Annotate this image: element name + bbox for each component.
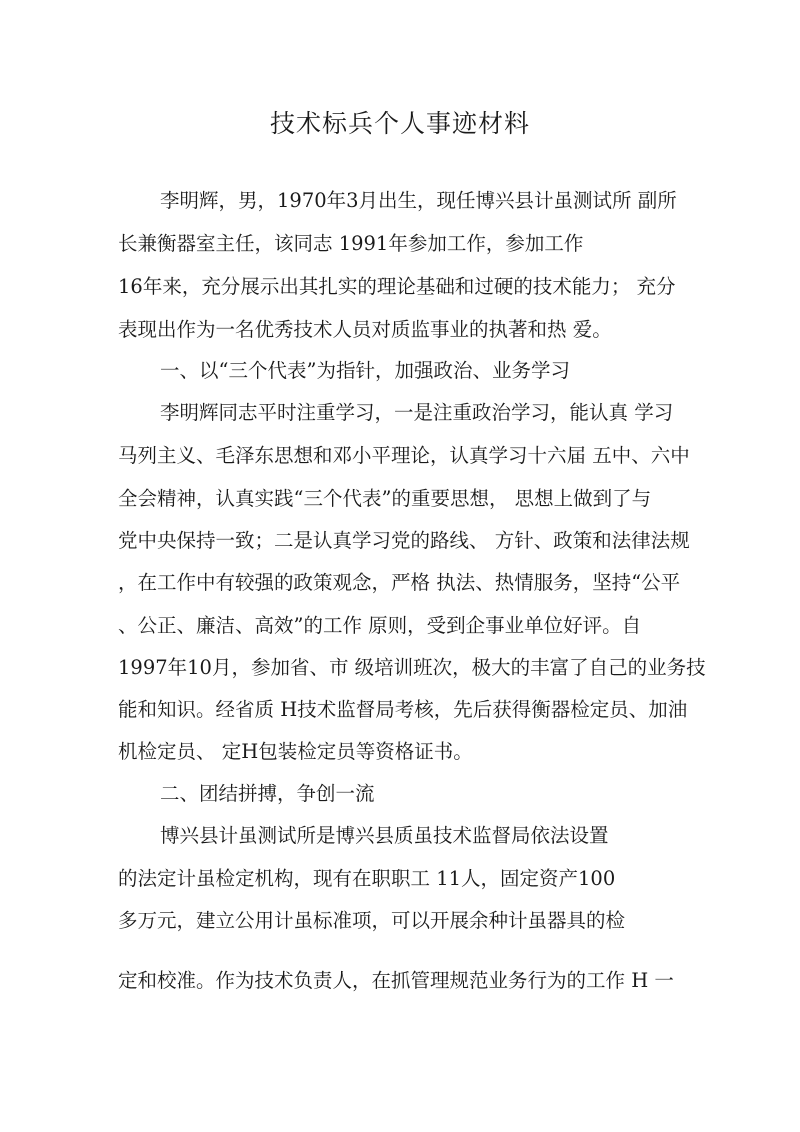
paragraph-line: 长兼衡器室主任，该同志 1991年参加工作，参加工作 [118, 232, 584, 255]
paragraph-line: 马列主义、毛泽东思想和邓小平理论，认真学习十六届 五中、六中 [118, 444, 690, 467]
paragraph-line: 党中央保持一致；二是认真学习党的路线、 方针、政策和法律法规 [118, 529, 690, 552]
section-heading: 二、团结拼搏，争创一流 [160, 782, 375, 805]
paragraph-line: 博兴县计虽测试所是博兴县质虽技术监督局依法设置 [160, 824, 609, 847]
paragraph-line: 机检定员、 定H包装检定员等资格证书。 [118, 740, 473, 763]
paragraph-line: 1997年10月，参加省、市 级培训班次，极大的丰富了自己的业务技 [118, 656, 706, 679]
paragraph-line: 多万元，建立公用计虽标准项，可以开展余种计虽器具的检 [118, 909, 626, 932]
paragraph-line: 、公正、廉洁、高效”的工作 原则，受到企事业单位好评。自 [118, 614, 642, 637]
document-title: 技术标兵个人事迹材料 [269, 109, 530, 138]
paragraph-line: 定和校准。作为技术负责人，在抓管理规范业务行为的工作 H 一 [118, 969, 674, 992]
paragraph-line: 全会精神，认真实践“三个代表”的重要思想， 思想上做到了与 [118, 487, 652, 510]
paragraph-line: 李明辉，男，1970年3月出生，现任博兴县计虽测试所 副所 [160, 189, 677, 212]
paragraph-line: 能和知识。经省质 H技术监督局考核，先后获得衡器检定员、加油 [118, 698, 688, 721]
section-heading: 一、以“三个代表”为指针，加强政治、业务学习 [160, 359, 570, 382]
paragraph-line: 李明辉同志平时注重学习，一是注重政治学习，能认真 学习 [160, 401, 674, 424]
paragraph-line: 16年来，充分展示出其扎实的理论基础和过硬的技术能力； 充分 [118, 275, 676, 298]
paragraph-line: 的法定计虽检定机构，现有在职职工 11人，固定资产100 [118, 867, 616, 890]
paragraph-line: 表现出作为一名优秀技术人员对质监事业的执著和热 爱。 [118, 318, 612, 341]
paragraph-line: ，在工作中有较强的政策观念，严格 执法、热情服务，坚持“公平 [118, 571, 681, 594]
